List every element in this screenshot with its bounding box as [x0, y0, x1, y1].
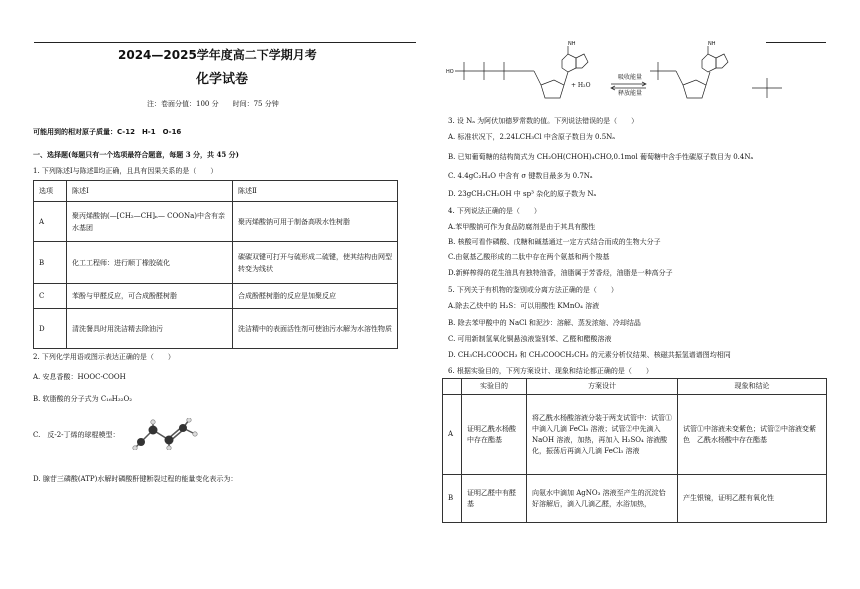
q6-row-b-result: 产生银镜，证明乙醛有氧化性	[678, 475, 827, 523]
q4-option-a: A.苯甲酸钠可作为食品防腐剂是由于其具有酸性	[448, 223, 596, 231]
q6-row-a-aim: 证明乙酰水杨酸中存在酯基	[462, 395, 527, 475]
q2-option-b: B. 软脂酸的分子式为 C₁₆H₃₂O₂	[33, 395, 133, 403]
q1-row-b-s2: 碳碳双键可打开与硫形成二硫键，使其结构由网型转变为线状	[233, 242, 398, 284]
top-rule-left	[34, 42, 416, 43]
q1-row-d-s1: 清洗餐具时用洗洁精去除油污	[67, 309, 233, 349]
q1-table	[33, 180, 398, 349]
atp-arrow-bottom-label: 释放能量	[618, 90, 643, 97]
atp-water-label: + H₂O	[571, 82, 591, 89]
q6-row-b-plan: 向氨水中滴加 AgNO₃ 溶液至产生的沉淀恰好溶解后，滴入几滴乙醛，水浴加热，	[527, 475, 678, 523]
q1-row-c-s2: 合成酚醛树脂的反应是加聚反应	[233, 284, 398, 309]
q6-row-a-plan: 将乙酰水杨酸溶液分装于两支试管中：试管①中滴入几滴 FeCl₃ 溶液；试管②中先滴入 NaOH 溶液，加热，再加入 H₂SO₄ 溶液酸化，振荡后再滴入几滴 FeCl₃ 溶液	[527, 395, 678, 475]
q5-stem: 5. 下列关于有机物的鉴别或分离方法正确的是（ ）	[448, 286, 618, 294]
svg-text:NH: NH	[568, 41, 576, 47]
q1-stem: 1. 下列陈述Ⅰ与陈述Ⅱ均正确，且具有因果关系的是（ ）	[33, 167, 218, 175]
q1-row-d-s2: 洗洁精中的表面活性剂可使油污水解为水溶性物质	[233, 309, 398, 349]
trans-2-butene-ball-stick-model	[131, 418, 201, 450]
q2-stem: 2. 下列化学用语或图示表达正确的是（ ）	[33, 353, 175, 361]
q4-stem: 4. 下列说法正确的是（ ）	[448, 207, 541, 215]
q6-table	[442, 378, 827, 523]
q1-row-c-s1: 苯酚与甲醛反应，可合成酚醛树脂	[67, 284, 233, 309]
q6-col-result: 现象和结论	[678, 379, 827, 395]
q5-option-c: C. 可用新制氢氧化铜悬浊液鉴别苯、乙醛和醋酸溶液	[448, 335, 612, 343]
section-1-heading: 一、选择题(每题只有一个选项最符合题意，每题 3 分，共 45 分)	[33, 150, 239, 159]
q6-row-b-option: B	[443, 475, 462, 523]
svg-text:HO: HO	[446, 69, 454, 75]
q2-option-d: D. 腺苷三磷酸(ATP)水解时磷酸酐键断裂过程的能量变化表示为：	[33, 475, 238, 483]
q1-row-d-option: D	[34, 309, 67, 349]
exam-title: 2024—2025学年度高二下学期月考	[118, 48, 317, 62]
q1-col-option: 选项	[34, 181, 67, 202]
q4-option-b: B. 核酸可看作磷酸、戊糖和碱基通过一定方式结合而成的生物大分子	[448, 238, 661, 246]
q1-col-statement-1: 陈述Ⅰ	[67, 181, 233, 202]
q1-row-c-option: C	[34, 284, 67, 309]
subject-title: 化学试卷	[196, 72, 249, 87]
q3-option-b: B. 已知葡萄糖的结构简式为 CH₂OH(CHOH)₄CHO,0.1mol 葡萄糖中含手性碳原子数目为 0.4Nₐ	[448, 153, 754, 161]
q4-option-c: C.由氨基乙酸形成的二肽中存在两个氨基和两个羧基	[448, 253, 610, 261]
q6-row-a-result: 试管①中溶液未变紫色；试管②中溶液变紫色 乙酰水杨酸中存在酯基	[678, 395, 827, 475]
q1-row-b-option: B	[34, 242, 67, 284]
q6-col-plan: 方案设计	[527, 379, 678, 395]
q5-option-a: A.除去乙炔中的 H₂S：可以用酸性 KMnO₄ 溶液	[448, 302, 600, 310]
q1-row-a-option: A	[34, 202, 67, 242]
q1-col-statement-2: 陈述Ⅱ	[233, 181, 398, 202]
q3-stem: 3. 设 Nₐ 为阿伏加德罗常数的值。下列说法错误的是（ ）	[448, 117, 639, 125]
q5-option-b: B. 除去苯甲酸中的 NaCl 和泥沙：溶解、蒸发浓缩、冷却结晶	[448, 319, 641, 327]
atp-arrow-top-label: 吸收能量	[618, 74, 643, 81]
q6-col-aim: 实验目的	[462, 379, 527, 395]
atomic-masses: 可能用到的相对原子质量：C-12 H-1 O-16	[33, 128, 182, 136]
q3-option-a: A. 标准状况下，2.24LCH₃Cl 中含原子数目为 0.5Nₐ	[448, 133, 616, 141]
q1-row-a-s2: 聚丙烯酸钠可用于制备高吸水性树脂	[233, 202, 398, 242]
exam-meta: 注：卷面分值：100 分 时间：75 分钟	[147, 100, 279, 108]
q2-option-c: C. 反-2-丁烯的球棍模型：	[33, 431, 120, 439]
q6-stem: 6. 根据实验目的，下列方案设计、现象和结论都正确的是（ ）	[448, 367, 653, 375]
q1-row-b-s1: 化工工程师：进行顺丁橡胶硫化	[67, 242, 233, 284]
q3-option-d: D. 23gCH₃CH₂OH 中 sp³ 杂化的原子数为 Nₐ	[448, 190, 597, 198]
q6-row-b-aim: 证明乙醛中有醛基	[462, 475, 527, 523]
q4-option-d: D.新鲜榨得的花生油具有独特油香，油脂属于芳香烃，油脂是一种高分子	[448, 269, 673, 277]
q6-row-a-option: A	[443, 395, 462, 475]
q2-option-a: A. 安息香酸：HOOC-COOH	[33, 373, 126, 381]
q5-option-d: D. CH₃CH₂COOCH₃ 和 CH₃COOCH₂CH₃ 的元素分析仪结果、核磁共振氢谱谱图均相同	[448, 351, 731, 359]
svg-text:NH: NH	[708, 41, 716, 47]
q1-row-a-s1: 聚丙烯酸钠(—[CH₂—CH]ₙ— COONa)中含有亲水基团	[67, 202, 233, 242]
q3-option-c: C. 4.4gC₂H₄O 中含有 σ 键数目最多为 0.7Nₐ	[448, 172, 593, 180]
